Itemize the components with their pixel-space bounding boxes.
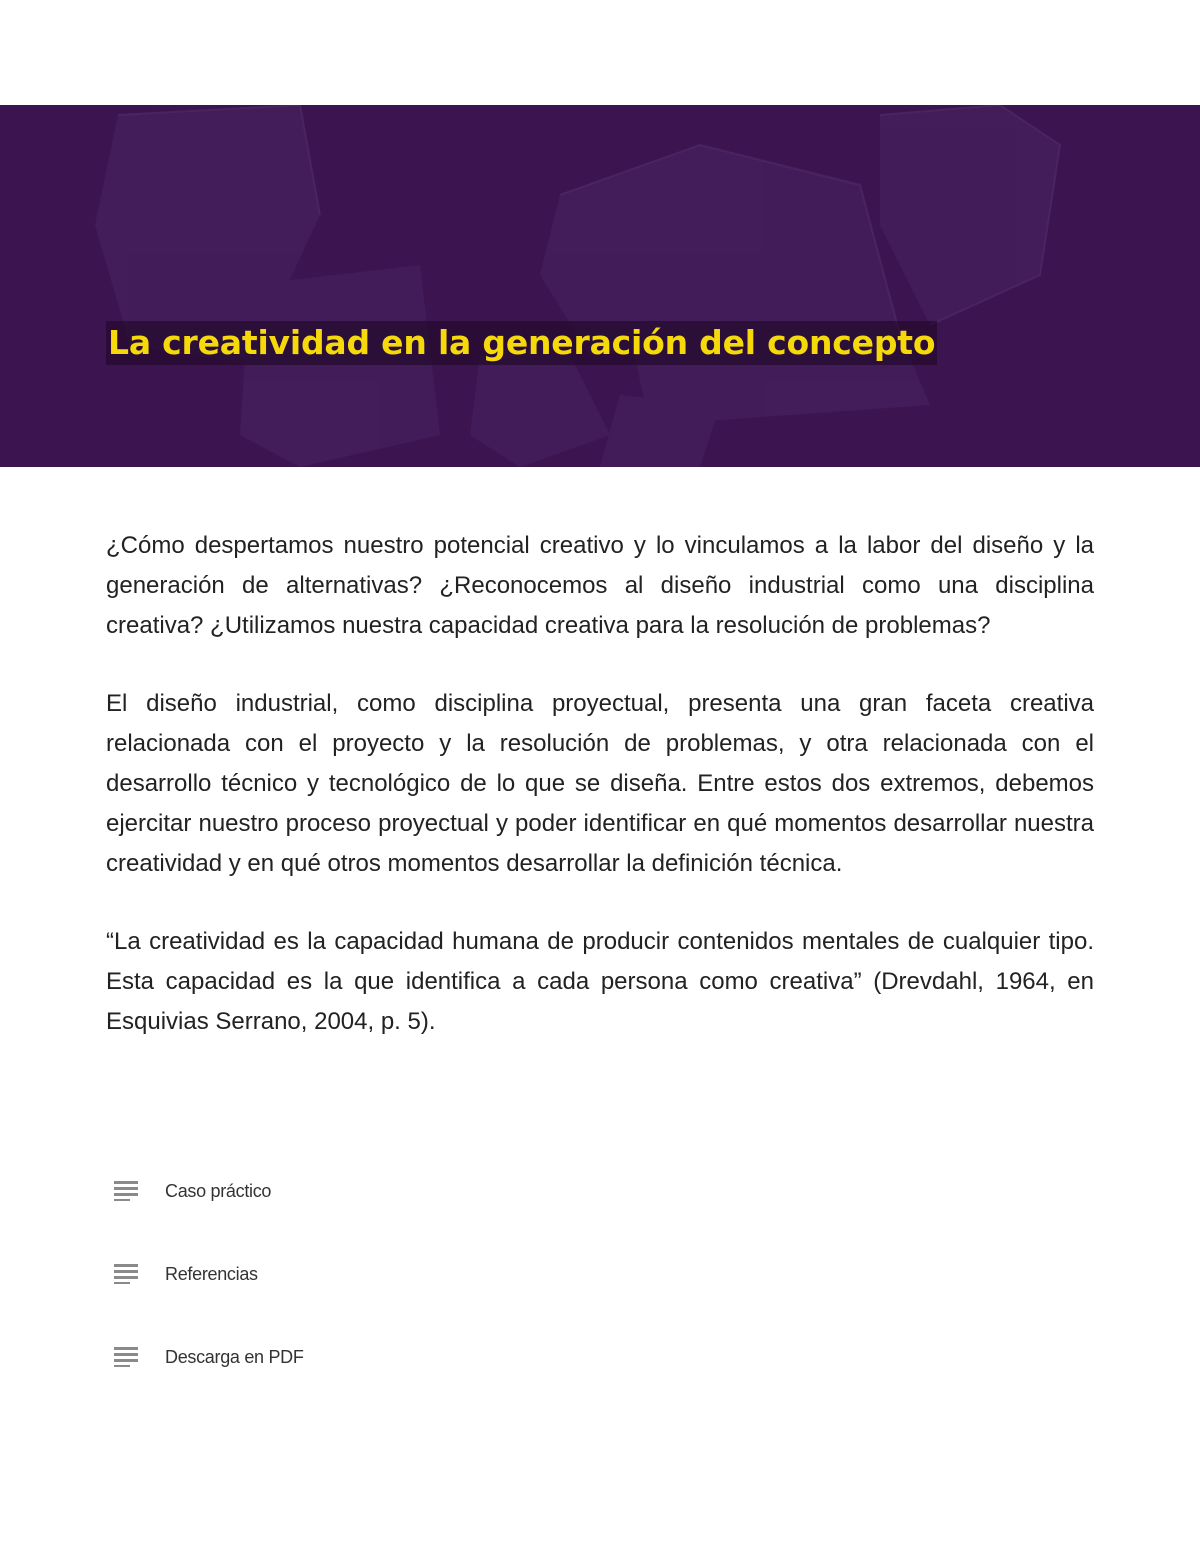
- link-label: Descarga en PDF: [165, 1346, 304, 1367]
- page-title: La creatividad en la generación del concepto: [106, 321, 937, 365]
- paragraph-questions: ¿Cómo despertamos nuestro potencial creativo y lo vinculamos a la labor del diseño y la generación de alternativas? ¿Reconocemos al diseño industrial como una disciplina creativa? ¿Utilizamos nuestra capacidad creativa para la resolución de problemas?: [106, 532, 1094, 639]
- lines-icon: [114, 1347, 140, 1367]
- link-caso-practico[interactable]: [114, 1168, 304, 1214]
- hero-banner: [0, 105, 1200, 467]
- article-body: [106, 526, 1094, 1080]
- paragraph-quote: “La creatividad es la capacidad humana de producir contenidos mentales de cualquier tipo. Esta capacidad es la que identifica a cada persona como creativa” (Drevdahl, 1964, en Esquivias Serrano, 2004, p. 5).: [106, 928, 1094, 1035]
- resource-links: [114, 1168, 304, 1417]
- link-label: Referencias: [165, 1263, 258, 1284]
- paragraph-industrial-design: El diseño industrial, como disciplina proyectual, presenta una gran faceta creativa relacionada con el proyecto y la resolución de problemas, y otra relacionada con el desarrollo técnico y tecnológico de lo que se diseña. Entre estos dos extremos, debemos ejercitar nuestro proceso proyectual y poder identificar en qué momentos desarrollar nuestra creatividad y en qué otros momentos desarrollar la definición técnica.: [106, 690, 1094, 877]
- link-descarga-pdf[interactable]: [114, 1334, 304, 1380]
- link-referencias[interactable]: [114, 1251, 304, 1297]
- lines-icon: [114, 1264, 140, 1284]
- lines-icon: [114, 1181, 140, 1201]
- link-label: Caso práctico: [165, 1180, 272, 1201]
- hero-background-image: [0, 105, 1200, 467]
